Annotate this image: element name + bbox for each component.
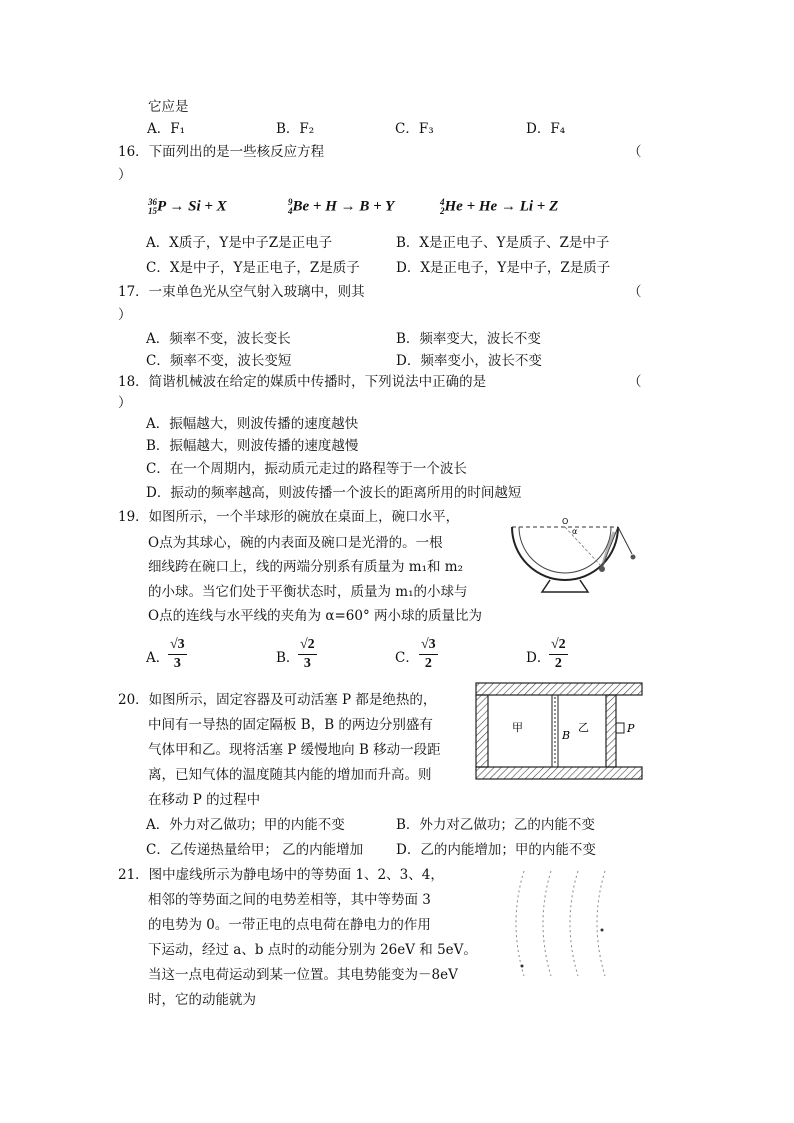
- q21-line-4: 下运动，经过 a、b 点时的动能分别为 26eV 和 5eV。: [148, 942, 477, 958]
- q17-option-b: B．频率变大，波长不变: [396, 331, 541, 347]
- q15-option-c: C．F₃: [395, 121, 434, 137]
- equipotential-figure: [506, 866, 626, 981]
- q19-line-4: 的小球。当它们处于平衡状态时，质量为 m₁的小球与: [148, 584, 468, 600]
- q18-option-c: C．在一个周期内，振动质元走过的路程等于一个波长: [146, 461, 467, 477]
- q21-line-5: 当这一点电荷运动到某一位置。其电势能变为－8eV: [148, 967, 458, 983]
- q18-option-d: D．振动的频率越高，则波传播一个波长的距离所用的时间越短: [146, 485, 522, 501]
- q20-line-2: 中间有一导热的固定隔板 B，B 的两边分别盛有: [148, 717, 433, 733]
- q19-option-a-fraction: $\frac{√3}{3}$: [170, 637, 185, 671]
- q20-line-3: 气体甲和乙。现将活塞 P 缓慢地向 B 移动一段距: [148, 742, 441, 758]
- q18-option-b: B．振幅越大，则波传播的速度越慢: [146, 438, 359, 454]
- q19-option-d-letter: D．: [526, 650, 551, 666]
- q20-line-1: 20．如图所示，固定容器及可动活塞 P 都是绝热的，: [118, 692, 437, 708]
- q21-line-2: 相邻的等势面之间的电势差相等，其中等势面 3: [148, 892, 431, 908]
- q16-bracket-close: ）: [118, 167, 132, 183]
- bowl-angle-label: α: [572, 527, 578, 536]
- q19-line-3: 细线跨在碗口上，线的两端分别系有质量为 m₁和 m₂: [148, 559, 464, 575]
- q17-stem: 17．一束单色光从空气射入玻璃中，则其: [118, 284, 365, 300]
- bowl-center-label: O: [562, 517, 569, 526]
- q19-line-2: O点为其球心，碗的内表面及碗口是光滑的。一根: [148, 535, 443, 551]
- q19-option-d-fraction: $\frac{√2}{2}$: [551, 637, 566, 671]
- q17-option-c: C．频率不变，波长变短: [146, 353, 292, 369]
- q16-equation-1: 36 15 P → Si + X: [148, 197, 227, 216]
- container-figure: [474, 681, 644, 781]
- q16-option-c: C．X是中子，Y是正电子，Z是质子: [146, 260, 360, 276]
- q17-option-a: A．频率不变，波长变长: [146, 331, 291, 347]
- q21-line-1: 21．图中虚线所示为静电场中的等势面 1、2、3、4，: [118, 867, 444, 883]
- q15-continuation: 它应是: [148, 99, 189, 115]
- q16-equation-2: 9 4 Be + H → B + Y: [288, 197, 395, 216]
- q18-stem: 18．简谐机械波在给定的媒质中传播时，下列说法中正确的是: [118, 374, 487, 390]
- q15-option-b: B．F₂: [276, 121, 315, 137]
- q16-stem: 16．下面列出的是一些核反应方程: [118, 144, 325, 160]
- q15-option-d: D．F₄: [526, 121, 566, 137]
- q19-line-5: O点的连线与水平线的夹角为 α=60° 两小球的质量比为: [148, 608, 483, 624]
- q19-option-b-letter: B．: [276, 650, 300, 666]
- q19-option-b-fraction: $\frac{√2}{3}$: [300, 637, 315, 671]
- q21-line-6: 时，它的动能就为: [148, 992, 256, 1008]
- q16-option-a: A．X质子，Y是中子Z是正电子: [146, 235, 333, 251]
- q20-option-d: D．乙的内能增加；甲的内能不变: [396, 842, 596, 858]
- q18-bracket-close: ）: [118, 395, 132, 411]
- q19-option-c-fraction: $\frac{√3}{2}$: [421, 637, 436, 671]
- q17-bracket-open: （: [628, 284, 642, 300]
- piston-p-label: P: [627, 722, 635, 735]
- q21-line-3: 的电势为 0。一带正电的点电荷在静电力的作用: [148, 917, 431, 933]
- gas-yi-label: 乙: [578, 721, 589, 734]
- q19-option-c-letter: C．: [395, 650, 419, 666]
- q20-option-b: B．外力对乙做功；乙的内能不变: [396, 817, 595, 833]
- q18-bracket-open: （: [628, 374, 642, 390]
- q17-option-d: D．频率变小，波长不变: [396, 353, 542, 369]
- q16-option-d: D．X是正电子，Y是中子，Z是质子: [396, 260, 611, 276]
- q20-line-5: 在移动 P 的过程中: [148, 792, 261, 808]
- q16-option-b: B．X是正电子、Y是质子、Z是中子: [396, 235, 610, 251]
- q20-line-4: 离，已知气体的温度随其内能的增加而升高。则: [148, 767, 432, 783]
- q18-option-a: A．振幅越大，则波传播的速度越快: [146, 416, 359, 432]
- q19-option-a-letter: A．: [146, 650, 170, 666]
- bowl-figure: [502, 512, 652, 600]
- q15-option-a: A．F₁: [147, 121, 186, 137]
- gas-jia-label: 甲: [512, 721, 523, 734]
- q20-option-a: A．外力对乙做功；甲的内能不变: [146, 817, 345, 833]
- q19-line-1: 19．如图所示，一个半球形的碗放在桌面上，碗口水平，: [118, 509, 460, 525]
- q17-bracket-close: ）: [118, 307, 132, 323]
- q16-bracket-open: （: [628, 144, 642, 160]
- partition-b-label: B: [562, 729, 571, 742]
- q20-option-c: C．乙传递热量给甲； 乙的内能增加: [146, 842, 364, 858]
- q16-equation-3: 4 2 He + He → Li + Z: [440, 197, 559, 216]
